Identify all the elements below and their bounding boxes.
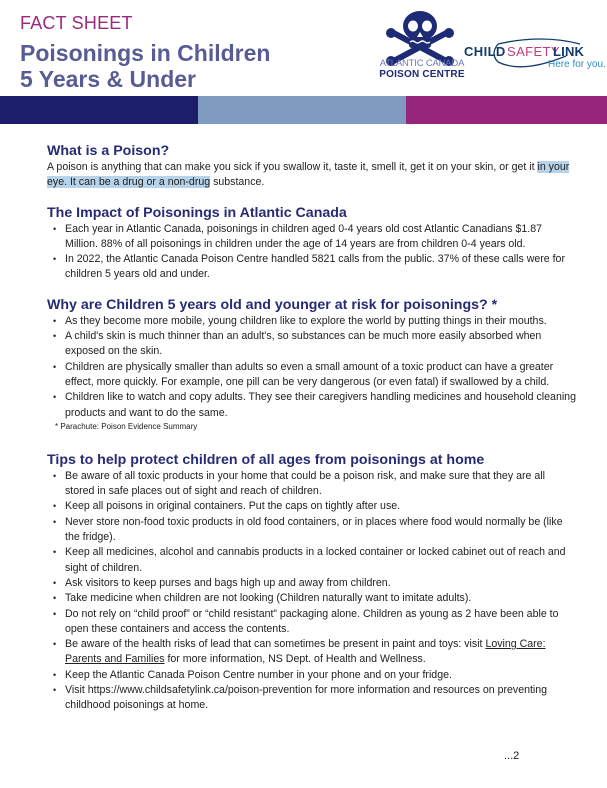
eyebrow-label: FACT SHEET [20,13,133,33]
list-item: • Take medicine when children are not looking (Children naturally want to imitate adults). [47,591,577,606]
paragraph-text: A poison is anything that can make you sick if you swallow it, taste it, smell it, get it on your skin, or get it [47,161,538,173]
list-item: • In 2022, the Atlantic Canada Poison Centre handled 5821 calls from the public. 37% of these calls were for children 5 years old and under. [47,252,577,283]
list-item: • Ask visitors to keep purses and bags high up and away from children. [47,576,577,591]
document-body [47,142,577,727]
color-band-steel-blue [198,96,406,124]
section-paragraph [47,160,577,191]
section-heading: What is a Poison? [47,143,170,159]
color-band-navy [0,96,198,124]
list-item: • Be aware of all toxic products in your home that could be a poison risk, and make sure that they are all stored in safe places out of sight and reach of children. [47,469,577,500]
page-continuation: ...2 [504,750,520,762]
lead-text-end: for more information, NS Dept. of Health and Wellness. [164,653,426,666]
list-item: • Keep the Atlantic Canada Poison Centre number in your phone and on your fridge. [47,668,577,683]
list-item: • Children like to watch and copy adults. They see their caregivers handling medicines and household cleaning products and want to do the same. [47,390,577,421]
title-line-1: Poisonings in Children [20,40,271,66]
acpc-logo-line2: POISON CENTRE [379,69,465,80]
section-impact [47,204,577,283]
list-item: • Keep all medicines, alcohol and cannabis products in a locked container or locked cabinet out of reach and sight of children. [47,545,577,576]
section-heading: The Impact of Poisonings in Atlantic Canada [47,204,347,221]
tips-list [47,469,577,714]
section-why-at-risk [47,296,577,433]
list-item: • Keep all poisons in original containers. Put the caps on tightly after use. [47,499,577,514]
page-title [20,40,270,92]
csl-logo-link: LINK [553,44,585,59]
csl-logo-child: CHILD [464,44,506,59]
list-item: • Each year in Atlantic Canada, poisonings in children aged 0-4 years old cost Atlantic Canadians $1.87 Million. 88% of all poisonings in children under the age of 14 years are from children 0-4 years old. [47,222,577,253]
csl-logo-safety: SAFETY [507,44,560,59]
acpc-logo-line1: ATLANTIC CANADA [379,58,465,69]
why-list [47,314,577,421]
color-band-magenta [406,96,607,124]
lead-text: Be aware of the health risks of lead that can sometimes be present in paint and toys: visit [65,638,486,651]
title-line-2: 5 Years & Under [20,66,197,92]
list-item: • As they become more mobile, young children like to explore the world by putting things in their mouths. [47,314,577,329]
loving-care-link[interactable]: Loving Care: Parents and Families [65,638,546,666]
section-heading: Tips to help protect children of all ages from poisonings at home [47,451,485,468]
header [0,0,607,96]
list-item-lead [47,637,577,668]
impact-list [47,222,577,283]
list-item: • Do not rely on “child proof” or “child resistant” packaging alone. Children as young as 2 have been able to open these containers and access the contents. [47,607,577,638]
list-item: • Never store non-food toxic products in old food containers, or in places where food would normally be (like the fridge). [47,515,577,546]
highlighted-text[interactable]: in your eye. It can be a drug or a non-drug [47,161,570,189]
csl-logo-tagline: Here for you. [548,59,606,70]
section-what-is-poison [47,142,577,191]
list-item: • A child's skin is much thinner than an adult's, so substances can be much more easily absorbed when exposed on the skin. [47,329,577,360]
section-tips [47,451,577,714]
list-item: • Visit https://www.childsafetylink.ca/poison-prevention for more information and resources on preventing childhood poisonings at home. [47,683,577,714]
list-item: • Children are physically smaller than adults so even a small amount of a toxic product can have a greater effect, more quickly. For example, one pill can be very dangerous (or even fatal) if swallowed by a child. [47,360,577,391]
footnote: * Parachute: Poison Evidence Summary [55,421,198,431]
paragraph-text-end: substance. [210,176,265,189]
section-heading: Why are Children 5 years old and younger at risk for poisonings? * [47,296,498,313]
